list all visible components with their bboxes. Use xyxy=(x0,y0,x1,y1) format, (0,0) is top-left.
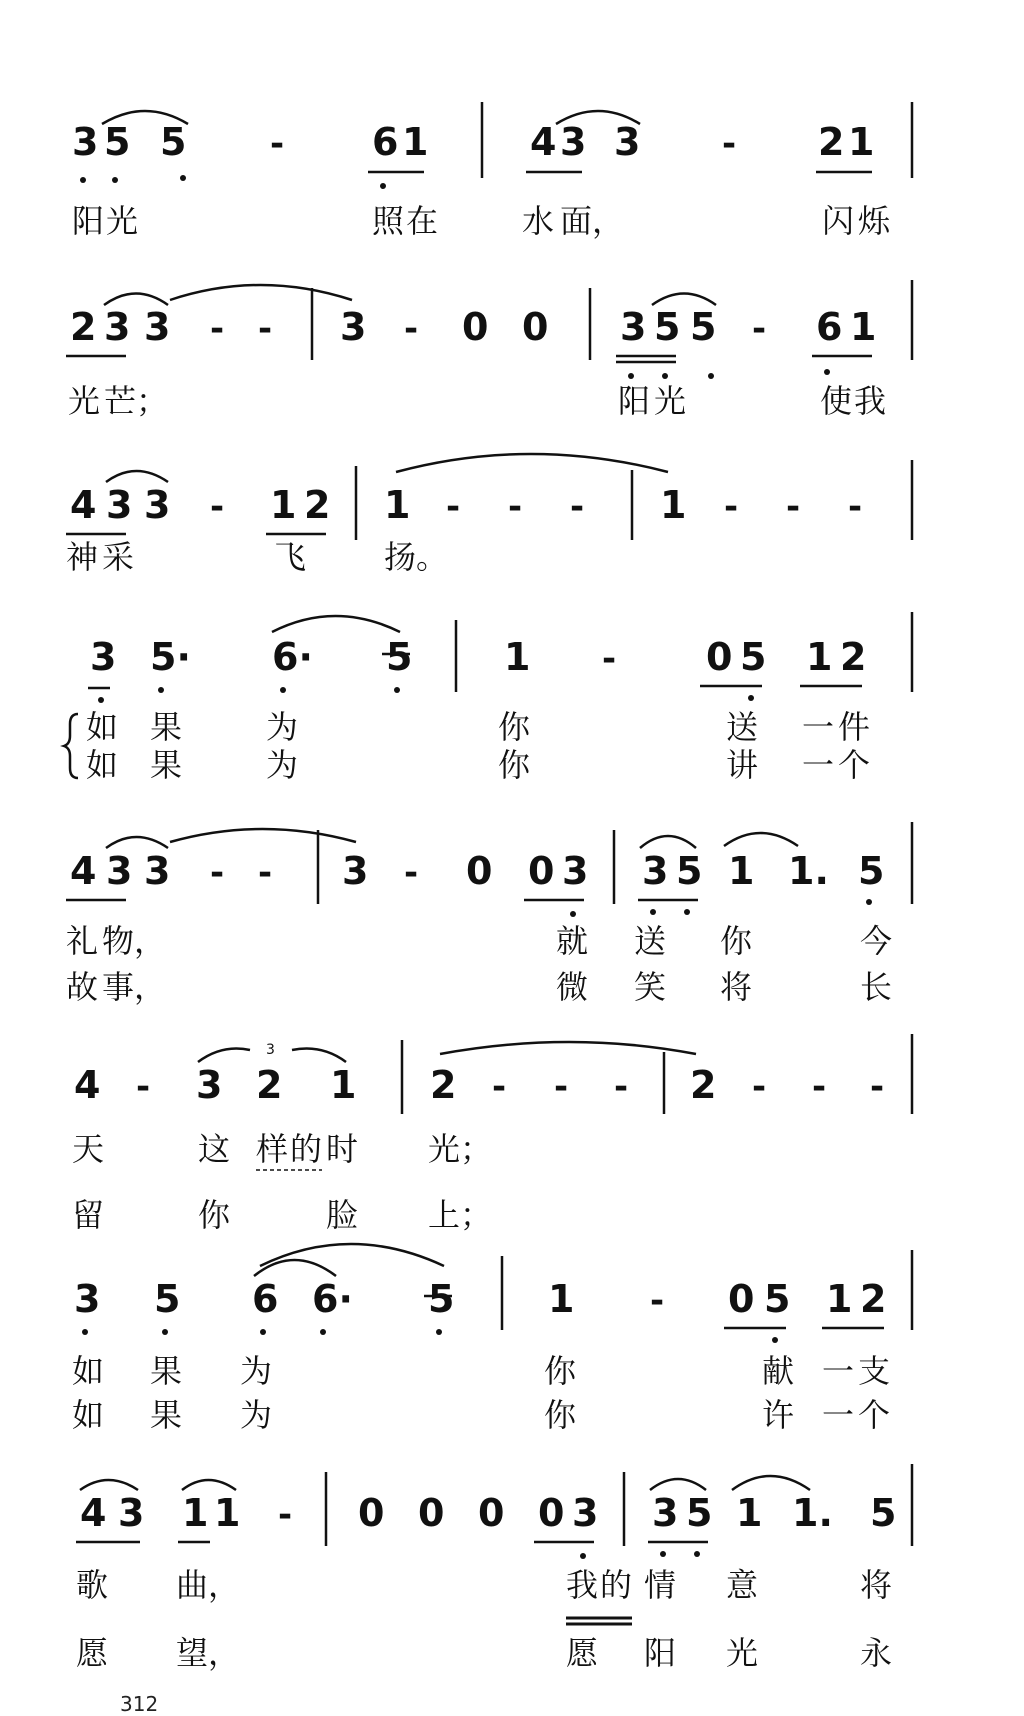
note: 1 xyxy=(214,1491,241,1535)
lyric: 一 xyxy=(822,1396,855,1434)
lyric: 歌 xyxy=(76,1566,109,1604)
octave-dot xyxy=(436,1329,442,1335)
tie xyxy=(170,829,356,842)
note: 0 xyxy=(538,1491,565,1535)
note: 3 xyxy=(196,1063,223,1107)
note: 1 xyxy=(504,635,531,679)
lyric: 飞 xyxy=(274,538,307,576)
note: 4 xyxy=(70,849,97,893)
octave-dot xyxy=(158,687,164,693)
note: 1 xyxy=(806,635,833,679)
lyric: 一 xyxy=(802,746,835,784)
octave-dot xyxy=(98,697,104,703)
note: 2 xyxy=(818,120,845,164)
lyric: 你 xyxy=(498,708,531,746)
lyric: 留 xyxy=(72,1196,105,1234)
dash: - xyxy=(270,124,285,164)
lyric: 支 xyxy=(858,1352,891,1390)
note: 3 xyxy=(106,483,133,527)
dash: - xyxy=(404,309,419,349)
note: 3 xyxy=(614,120,641,164)
lyric: 许 xyxy=(762,1396,795,1434)
note: 6· xyxy=(312,1277,353,1321)
triplet-mark: 3 xyxy=(266,1042,275,1058)
lyric: 为 xyxy=(240,1396,273,1434)
lyric: 天 xyxy=(72,1130,105,1168)
octave-dot xyxy=(260,1329,266,1335)
note: 3 xyxy=(118,1491,145,1535)
note: 5 xyxy=(154,1277,181,1321)
lyric: 一 xyxy=(802,708,835,746)
slur xyxy=(652,294,716,306)
note: 5 xyxy=(654,305,681,349)
note: 2 xyxy=(840,635,867,679)
note: 6 xyxy=(816,305,843,349)
score-row-3 xyxy=(66,454,912,576)
lyric: 你 xyxy=(720,922,753,960)
lyric: 事， xyxy=(102,968,167,1006)
lyric: 时 xyxy=(326,1130,359,1168)
slur xyxy=(80,1480,138,1490)
note: 6· xyxy=(272,635,313,679)
note: 5 xyxy=(428,1277,455,1321)
dash: - xyxy=(752,1067,767,1107)
note: 0 xyxy=(522,305,549,349)
lyric: 在 xyxy=(406,202,439,240)
lyric: 阳 xyxy=(644,1634,677,1672)
note: 0 xyxy=(728,1277,755,1321)
octave-dot xyxy=(866,899,872,905)
note: 3 xyxy=(652,1491,679,1535)
note: 0 xyxy=(706,635,733,679)
note: 4 xyxy=(80,1491,107,1535)
dash: - xyxy=(752,309,767,349)
lyric: 我 xyxy=(566,1566,599,1604)
note: 3 xyxy=(642,849,669,893)
lyric: 上； xyxy=(428,1196,493,1234)
lyric: 物， xyxy=(102,922,167,960)
note: 4 xyxy=(530,120,557,164)
slur xyxy=(292,1049,346,1063)
note: 3 xyxy=(144,849,171,893)
note: 1 xyxy=(270,483,297,527)
lyric: 愿 xyxy=(76,1634,109,1672)
score-row-8 xyxy=(76,1464,912,1672)
lyric: 情 xyxy=(644,1566,677,1604)
octave-dot xyxy=(824,369,830,375)
lyric: 你 xyxy=(544,1396,577,1434)
lyric: 果 xyxy=(150,1352,183,1390)
dash: - xyxy=(278,1495,293,1535)
note: 3 xyxy=(144,305,171,349)
note: 5 xyxy=(690,305,717,349)
note: 3 xyxy=(620,305,647,349)
score-row-4 xyxy=(64,612,912,784)
note: 3 xyxy=(74,1277,101,1321)
octave-dot xyxy=(708,373,714,379)
octave-dot xyxy=(180,175,186,181)
octave-dot xyxy=(662,373,668,379)
slur xyxy=(106,471,168,482)
lyric: 如 xyxy=(86,708,119,746)
lyric: 果 xyxy=(150,1396,183,1434)
note: 0 xyxy=(418,1491,445,1535)
slur xyxy=(272,616,400,632)
note: 1 xyxy=(728,849,755,893)
slur xyxy=(106,837,168,848)
lyric: 送 xyxy=(634,922,667,960)
lyric: 光 xyxy=(654,382,687,420)
lyric: 献 xyxy=(762,1352,795,1390)
lyric: 芒； xyxy=(104,382,169,420)
octave-dot xyxy=(82,1329,88,1335)
dash: - xyxy=(812,1067,827,1107)
slur xyxy=(260,1244,444,1266)
score-row-6 xyxy=(72,1034,912,1234)
octave-dot xyxy=(580,1553,586,1559)
lyric: 扬。 xyxy=(384,538,449,576)
note: 2 xyxy=(690,1063,717,1107)
octave-dot xyxy=(694,1551,700,1557)
dash: - xyxy=(570,487,585,527)
dash: - xyxy=(786,487,801,527)
lyric: 送 xyxy=(726,708,759,746)
note: 5 xyxy=(686,1491,713,1535)
note: 5 xyxy=(858,849,885,893)
lyric: 个 xyxy=(838,746,871,784)
score-row-1 xyxy=(72,102,912,240)
note: 0 xyxy=(466,849,493,893)
note: 0 xyxy=(528,849,555,893)
note: 0 xyxy=(462,305,489,349)
note: 1 xyxy=(826,1277,853,1321)
note: 2 xyxy=(70,305,97,349)
dash: - xyxy=(492,1067,507,1107)
lyric: 永 xyxy=(860,1634,893,1672)
slur xyxy=(182,1480,236,1490)
lyric: 照 xyxy=(372,202,405,240)
lyric: 将 xyxy=(860,1566,893,1604)
note: 5 xyxy=(104,120,131,164)
lyric: 如 xyxy=(86,746,119,784)
note: 5· xyxy=(150,635,191,679)
note: 2 xyxy=(304,483,331,527)
note: 1. xyxy=(792,1491,833,1535)
lyric: 意 xyxy=(726,1566,759,1604)
tie xyxy=(396,454,668,472)
lyric: 一 xyxy=(822,1352,855,1390)
lyric: 神 xyxy=(66,538,99,576)
octave-dot xyxy=(162,1329,168,1335)
lyric: 果 xyxy=(150,708,183,746)
note: 5 xyxy=(764,1277,791,1321)
lyric: 如 xyxy=(72,1352,105,1390)
lyric: 水 xyxy=(522,202,555,240)
dash: - xyxy=(404,853,419,893)
dash: - xyxy=(210,853,225,893)
lyric: 微 xyxy=(556,968,589,1006)
note: 1 xyxy=(850,305,877,349)
note: 6 xyxy=(252,1277,279,1321)
note: 2 xyxy=(430,1063,457,1107)
lyric: 闪 xyxy=(822,202,855,240)
lyric: 长 xyxy=(860,968,893,1006)
dash: - xyxy=(136,1067,151,1107)
note: 6 xyxy=(372,120,399,164)
octave-dot xyxy=(280,687,286,693)
note: 1 xyxy=(736,1491,763,1535)
lyric: 礼 xyxy=(66,922,99,960)
lyric: 脸 xyxy=(326,1196,359,1234)
score-row-5 xyxy=(66,822,912,1006)
dash: - xyxy=(870,1067,885,1107)
note: 2 xyxy=(256,1063,283,1107)
lyric: 件 xyxy=(838,708,871,746)
octave-dot xyxy=(380,183,386,189)
slur xyxy=(198,1049,250,1063)
slur xyxy=(724,833,798,846)
score-row-2 xyxy=(66,280,912,420)
note: 1 xyxy=(548,1277,575,1321)
lyric: 愿 xyxy=(566,1634,599,1672)
note: 1 xyxy=(402,120,429,164)
lyric: 今 xyxy=(860,922,893,960)
slur xyxy=(732,1476,810,1490)
octave-dot xyxy=(112,177,118,183)
lyric: 的 xyxy=(600,1566,633,1604)
lyric: 采 xyxy=(102,538,135,576)
page-number: 312 xyxy=(120,1692,159,1716)
dash: - xyxy=(210,309,225,349)
note: 1 xyxy=(182,1491,209,1535)
verse-brace xyxy=(64,714,78,778)
dash: - xyxy=(508,487,523,527)
note: 3 xyxy=(562,849,589,893)
lyric: 使 xyxy=(820,382,853,420)
octave-dot xyxy=(772,1337,778,1343)
octave-dot xyxy=(748,695,754,701)
dash: - xyxy=(446,487,461,527)
lyric: 你 xyxy=(198,1196,231,1234)
octave-dot xyxy=(570,911,576,917)
lyric: 这 xyxy=(198,1130,231,1168)
dash: - xyxy=(614,1067,629,1107)
note: 5 xyxy=(870,1491,897,1535)
lyric: 烁 xyxy=(858,202,891,240)
lyric: 将 xyxy=(720,968,753,1006)
tie xyxy=(170,285,352,300)
note: 1. xyxy=(788,849,829,893)
slur xyxy=(650,1479,706,1490)
octave-dot xyxy=(684,909,690,915)
note: 3 xyxy=(90,635,117,679)
octave-dot xyxy=(394,687,400,693)
lyric: 你 xyxy=(544,1352,577,1390)
note: 3 xyxy=(560,120,587,164)
note: 3 xyxy=(144,483,171,527)
lyric: 曲， xyxy=(176,1566,241,1604)
octave-dot xyxy=(628,373,634,379)
lyric: 望， xyxy=(176,1634,241,1672)
dash: - xyxy=(210,487,225,527)
dash: - xyxy=(848,487,863,527)
lyric: 如 xyxy=(72,1396,105,1434)
slur xyxy=(640,836,696,848)
note: 3 xyxy=(72,120,99,164)
lyric: 样 xyxy=(256,1130,289,1168)
note: 3 xyxy=(572,1491,599,1535)
note: 3 xyxy=(340,305,367,349)
octave-dot xyxy=(650,909,656,915)
octave-dot xyxy=(80,177,86,183)
note: 5 xyxy=(740,635,767,679)
lyric: 笑 xyxy=(634,968,667,1006)
lyric: 果 xyxy=(150,746,183,784)
lyric: 为 xyxy=(240,1352,273,1390)
lyric: 阳 xyxy=(72,202,105,240)
dash: - xyxy=(650,1281,665,1321)
note: 1 xyxy=(660,483,687,527)
dash: - xyxy=(258,309,273,349)
note: 1 xyxy=(384,483,411,527)
note: 5 xyxy=(160,120,187,164)
dash: - xyxy=(602,639,617,679)
lyric: 我 xyxy=(854,382,887,420)
note: 3 xyxy=(104,305,131,349)
note: 3 xyxy=(342,849,369,893)
note: 2 xyxy=(860,1277,887,1321)
lyric: 光 xyxy=(726,1634,759,1672)
note: 4 xyxy=(74,1063,101,1107)
note: 0 xyxy=(358,1491,385,1535)
lyric: 讲 xyxy=(726,746,759,784)
lyric: 为 xyxy=(266,746,299,784)
note: 3 xyxy=(106,849,133,893)
dash: - xyxy=(258,853,273,893)
slur xyxy=(104,294,168,306)
score-row-7 xyxy=(72,1244,912,1434)
tie xyxy=(440,1042,696,1054)
lyric: 的 xyxy=(290,1130,323,1168)
lyric: 为 xyxy=(266,708,299,746)
octave-dot xyxy=(660,1551,666,1557)
lyric: 个 xyxy=(858,1396,891,1434)
note: 1 xyxy=(848,120,875,164)
dash: - xyxy=(722,124,737,164)
lyric: 故 xyxy=(66,968,99,1006)
note: 5 xyxy=(676,849,703,893)
dash: - xyxy=(724,487,739,527)
lyric: 光 xyxy=(106,202,139,240)
lyric: 就 xyxy=(556,922,589,960)
note: 1 xyxy=(330,1063,357,1107)
octave-dot xyxy=(320,1329,326,1335)
dash: - xyxy=(554,1067,569,1107)
note: 0 xyxy=(478,1491,505,1535)
lyric: 光； xyxy=(428,1130,493,1168)
note: 5 xyxy=(386,635,413,679)
lyric: 阳 xyxy=(618,382,651,420)
lyric: 面， xyxy=(560,202,625,240)
lyric: 你 xyxy=(498,746,531,784)
note: 4 xyxy=(70,483,97,527)
lyric: 光 xyxy=(68,382,101,420)
